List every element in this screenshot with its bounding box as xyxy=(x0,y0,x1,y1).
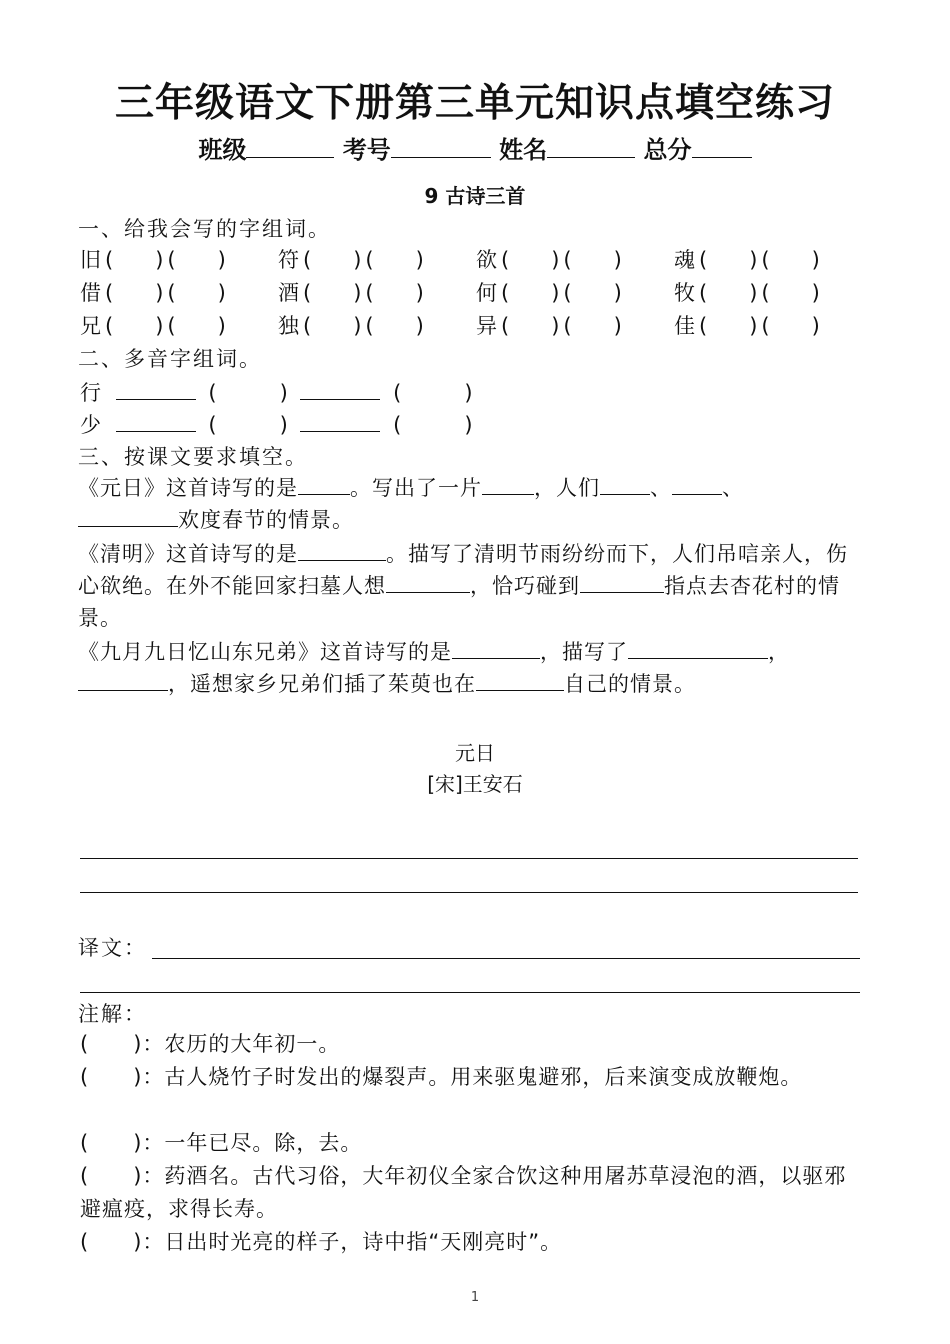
target-char: 牧 xyxy=(674,281,695,305)
word-group-item xyxy=(80,277,226,307)
exam-no-blank[interactable] xyxy=(391,135,491,158)
page-number: 1 xyxy=(470,1290,480,1305)
poem-writing-line[interactable] xyxy=(80,858,858,859)
score-label: 总分 xyxy=(643,136,692,164)
target-char: 符 xyxy=(278,248,299,272)
answer-paren[interactable]: ( ) xyxy=(563,281,622,305)
note-item xyxy=(80,1160,865,1226)
word-group-item xyxy=(476,277,622,307)
target-char: 借 xyxy=(80,281,101,305)
name-label: 姓名 xyxy=(499,136,548,164)
answer-blank[interactable] xyxy=(482,474,534,495)
target-char: 兄 xyxy=(80,314,101,338)
note-text: ：古人烧竹子时发出的爆裂声。用来驱鬼避邪，后来演变成放鞭炮。 xyxy=(142,1065,803,1089)
exam-no-label: 考号 xyxy=(342,136,391,164)
word-group-item xyxy=(278,277,424,307)
text: ，描写了 xyxy=(540,640,628,664)
fill-paragraph-yuanri xyxy=(78,472,868,536)
answer-blank[interactable] xyxy=(580,572,664,593)
polyphone-row-2 xyxy=(80,409,473,439)
translation-line[interactable] xyxy=(152,958,860,959)
fill-paragraph-qingming xyxy=(78,538,868,634)
answer-blank[interactable] xyxy=(300,411,380,432)
note-item xyxy=(80,1028,865,1061)
answer-paren[interactable]: ( ) xyxy=(699,281,758,305)
note-text: ：日出时光亮的样子，诗中指“天刚亮时”。 xyxy=(142,1230,563,1254)
text: ， xyxy=(768,640,790,664)
answer-blank[interactable] xyxy=(300,379,380,400)
answer-blank[interactable] xyxy=(628,638,768,659)
answer-blank[interactable] xyxy=(116,411,196,432)
answer-blank[interactable] xyxy=(116,379,196,400)
target-char: 何 xyxy=(476,281,497,305)
student-info-line xyxy=(0,130,950,165)
target-char: 欲 xyxy=(476,248,497,272)
note-paren-blank[interactable]: ( ) xyxy=(80,1032,143,1056)
poem-title: 元日 xyxy=(455,741,495,765)
answer-blank[interactable] xyxy=(476,670,564,691)
answer-paren[interactable]: ( ) xyxy=(501,314,560,338)
target-char: 旧 xyxy=(80,248,101,272)
name-blank[interactable] xyxy=(547,135,635,158)
answer-paren[interactable]: ( ) xyxy=(167,314,226,338)
note-item xyxy=(80,1226,865,1259)
pinyin-paren[interactable]: ( ) xyxy=(393,413,473,437)
word-group-item xyxy=(476,244,622,274)
answer-paren[interactable]: ( ) xyxy=(699,248,758,272)
word-group-item xyxy=(80,310,226,340)
page-title: 三年级语文下册第三单元知识点填空练习 xyxy=(114,81,835,126)
section2-heading: 二、多音字组词。 xyxy=(78,347,262,371)
fill-paragraph-jiuyue xyxy=(78,636,868,700)
text: 。写出了一片 xyxy=(350,476,482,500)
section1-heading: 一、给我会写的字组词。 xyxy=(78,217,331,241)
answer-blank[interactable] xyxy=(298,540,386,561)
poem-writing-line[interactable] xyxy=(80,892,858,893)
lesson-title: 9 古诗三首 xyxy=(424,184,526,208)
word-group-item xyxy=(278,244,424,274)
note-paren-blank[interactable]: ( ) xyxy=(80,1164,143,1188)
word-group-item xyxy=(278,310,424,340)
class-blank[interactable] xyxy=(246,135,334,158)
answer-paren[interactable]: ( ) xyxy=(365,281,424,305)
polyphone-char: 少 xyxy=(80,413,101,437)
target-char: 魂 xyxy=(674,248,695,272)
notes-heading: 注解： xyxy=(78,1002,147,1026)
answer-paren[interactable]: ( ) xyxy=(761,248,820,272)
polyphone-char: 行 xyxy=(80,381,101,405)
note-text: ：一年已尽。除，去。 xyxy=(142,1131,363,1155)
word-group-item xyxy=(674,244,820,274)
note-item xyxy=(80,1061,865,1094)
note-text: ：农历的大年初一。 xyxy=(142,1032,341,1056)
word-group-item xyxy=(80,244,226,274)
text: ，恰巧碰到 xyxy=(470,574,580,598)
class-label: 班级 xyxy=(198,136,247,164)
answer-blank[interactable] xyxy=(452,638,540,659)
answer-paren[interactable]: ( ) xyxy=(303,248,362,272)
target-char: 独 xyxy=(278,314,299,338)
text: 欢度春节的情景。 xyxy=(178,508,354,532)
pinyin-paren[interactable]: ( ) xyxy=(208,381,288,405)
answer-blank[interactable] xyxy=(386,572,470,593)
answer-paren[interactable]: ( ) xyxy=(303,281,362,305)
text: 自己的情景。 xyxy=(564,672,696,696)
answer-paren[interactable]: ( ) xyxy=(563,248,622,272)
target-char: 酒 xyxy=(278,281,299,305)
text: ，人们 xyxy=(534,476,600,500)
text: 。描写了清明节雨纷纷而下，人们吊唁亲人，伤心欲绝。在外不能回家扫墓人想 xyxy=(78,542,848,598)
text: 、 xyxy=(650,476,672,500)
pinyin-paren[interactable]: ( ) xyxy=(393,381,473,405)
target-char: 异 xyxy=(476,314,497,338)
note-text: ：药酒名。古代习俗，大年初仪全家合饮这种用屠苏草浸泡的酒，以驱邪避瘟疫，求得长寿。 xyxy=(80,1164,847,1221)
answer-paren[interactable]: ( ) xyxy=(105,281,164,305)
answer-paren[interactable]: ( ) xyxy=(761,314,820,338)
text: ，遥想家乡兄弟们插了茱萸也在 xyxy=(168,672,476,696)
answer-paren[interactable]: ( ) xyxy=(365,248,424,272)
section3-heading: 三、按课文要求填空。 xyxy=(78,445,308,469)
text: 《清明》这首诗写的是 xyxy=(78,542,298,566)
note-paren-blank[interactable]: ( ) xyxy=(80,1131,143,1155)
note-paren-blank[interactable]: ( ) xyxy=(80,1065,143,1089)
answer-paren[interactable]: ( ) xyxy=(699,314,758,338)
answer-paren[interactable]: ( ) xyxy=(563,314,622,338)
text: 指点去杏花村的情景。 xyxy=(78,574,840,630)
pinyin-paren[interactable]: ( ) xyxy=(208,413,288,437)
answer-blank[interactable] xyxy=(298,474,350,495)
answer-blank[interactable] xyxy=(78,670,168,691)
poem-author: [宋]王安石 xyxy=(427,772,523,796)
answer-paren[interactable]: ( ) xyxy=(167,248,226,272)
polyphone-row-1 xyxy=(80,377,473,407)
answer-blank[interactable] xyxy=(78,506,178,527)
note-item xyxy=(80,1127,865,1160)
answer-paren[interactable]: ( ) xyxy=(761,281,820,305)
word-group-item xyxy=(674,310,820,340)
answer-blank[interactable] xyxy=(672,474,722,495)
target-char: 佳 xyxy=(674,314,695,338)
word-group-item xyxy=(476,310,622,340)
answer-paren[interactable]: ( ) xyxy=(167,281,226,305)
translation-line[interactable] xyxy=(80,992,860,993)
translation-label: 译文： xyxy=(78,936,147,960)
answer-paren[interactable]: ( ) xyxy=(501,281,560,305)
text: 《元日》这首诗写的是 xyxy=(78,476,298,500)
note-paren-blank[interactable]: ( ) xyxy=(80,1230,143,1254)
answer-paren[interactable]: ( ) xyxy=(303,314,362,338)
answer-paren[interactable]: ( ) xyxy=(105,248,164,272)
text: 、 xyxy=(722,476,744,500)
score-blank[interactable] xyxy=(692,135,752,158)
answer-paren[interactable]: ( ) xyxy=(105,314,164,338)
text: 《九月九日忆山东兄弟》这首诗写的是 xyxy=(78,640,452,664)
answer-paren[interactable]: ( ) xyxy=(365,314,424,338)
word-group-item xyxy=(674,277,820,307)
answer-blank[interactable] xyxy=(600,474,650,495)
answer-paren[interactable]: ( ) xyxy=(501,248,560,272)
